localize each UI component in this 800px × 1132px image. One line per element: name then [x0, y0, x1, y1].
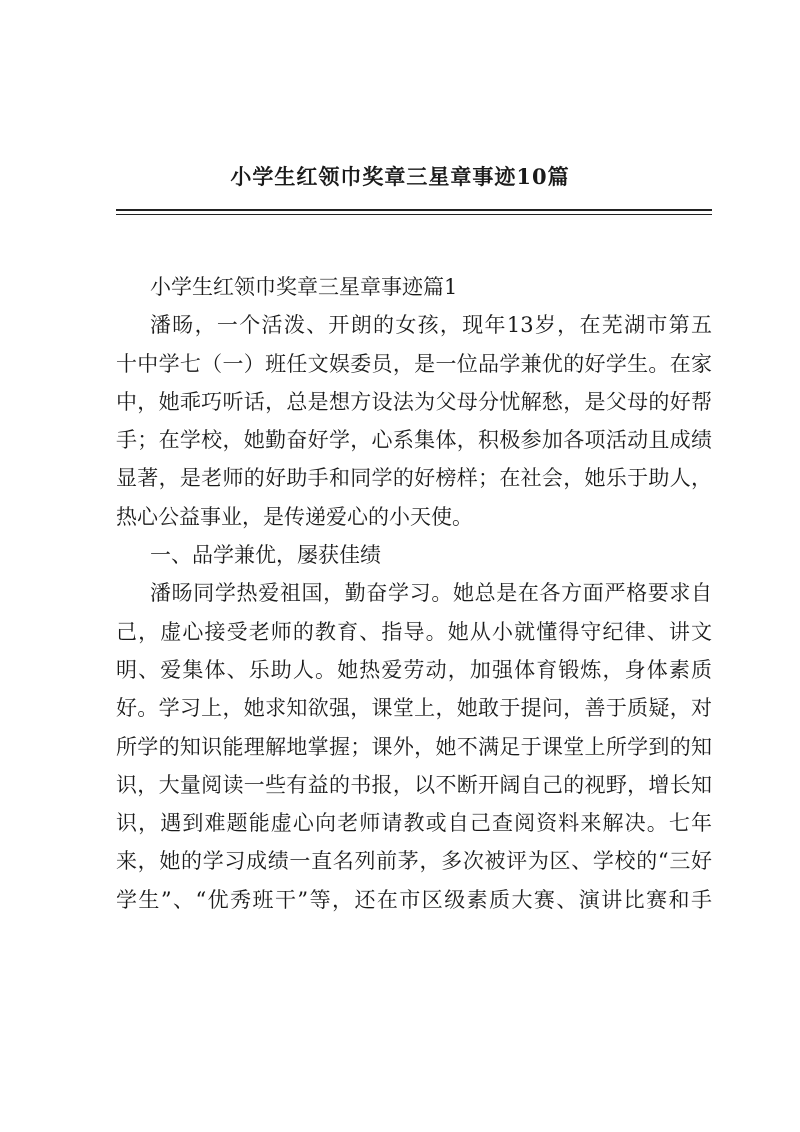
paragraph-line: 识，大量阅读一些有益的书报，以不断开阔自己的视野，增长知	[116, 772, 712, 797]
paragraph-line: 中，她乖巧听话，总是想方设法为父母分忧解愁，是父母的好帮	[116, 389, 712, 414]
paragraph-line: 显著，是老师的好助手和同学的好榜样；在社会，她乐于助人，	[116, 466, 712, 491]
paragraph-line: 己，虚心接受老师的教育、指导。她从小就懂得守纪律、讲文	[116, 619, 712, 644]
paragraph-line: 十中学七（一）班任文娱委员，是一位品学兼优的好学生。在家	[116, 351, 712, 376]
paragraph-line: 手；在学校，她勤奋好学，心系集体，积极参加各项活动且成绩	[116, 428, 712, 453]
paragraph-line: 潘旸，一个活泼、开朗的女孩，现年13岁，在芜湖市第五	[150, 313, 712, 338]
paragraph-line: 热心公益事业，是传递爱心的小天使。	[116, 504, 473, 529]
title-rule-thin	[116, 214, 712, 215]
paragraph-line: 明、爱集体、乐助人。她热爱劳动，加强体育锻炼，身体素质	[116, 657, 712, 682]
title-rule-thick	[116, 209, 712, 211]
paragraph-line: 来，她的学习成绩一直名列前茅，多次被评为区、学校的“三好	[116, 849, 712, 874]
paragraph-line: 潘旸同学热爱祖国，勤奋学习。她总是在各方面严格要求自	[150, 581, 712, 606]
paragraph-line: 识，遇到难题能虚心向老师请教或自己查阅资料来解决。七年	[116, 811, 712, 836]
paragraph-line: 好。学习上，她求知欲强，课堂上，她敢于提问，善于质疑，对	[116, 696, 712, 721]
paragraph-line: 所学的知识能理解地掌握；课外，她不满足于课堂上所学到的知	[116, 734, 712, 759]
subheading: 一、品学兼优，屡获佳绩	[150, 543, 381, 568]
document-body	[116, 268, 712, 919]
document-title: 小学生红领巾奖章三星章事迹10篇	[230, 164, 570, 189]
section-heading: 小学生红领巾奖章三星章事迹篇1	[150, 275, 458, 299]
paragraph-line: 学生”、“优秀班干”等，还在市区级素质大赛、演讲比赛和手	[116, 887, 712, 912]
